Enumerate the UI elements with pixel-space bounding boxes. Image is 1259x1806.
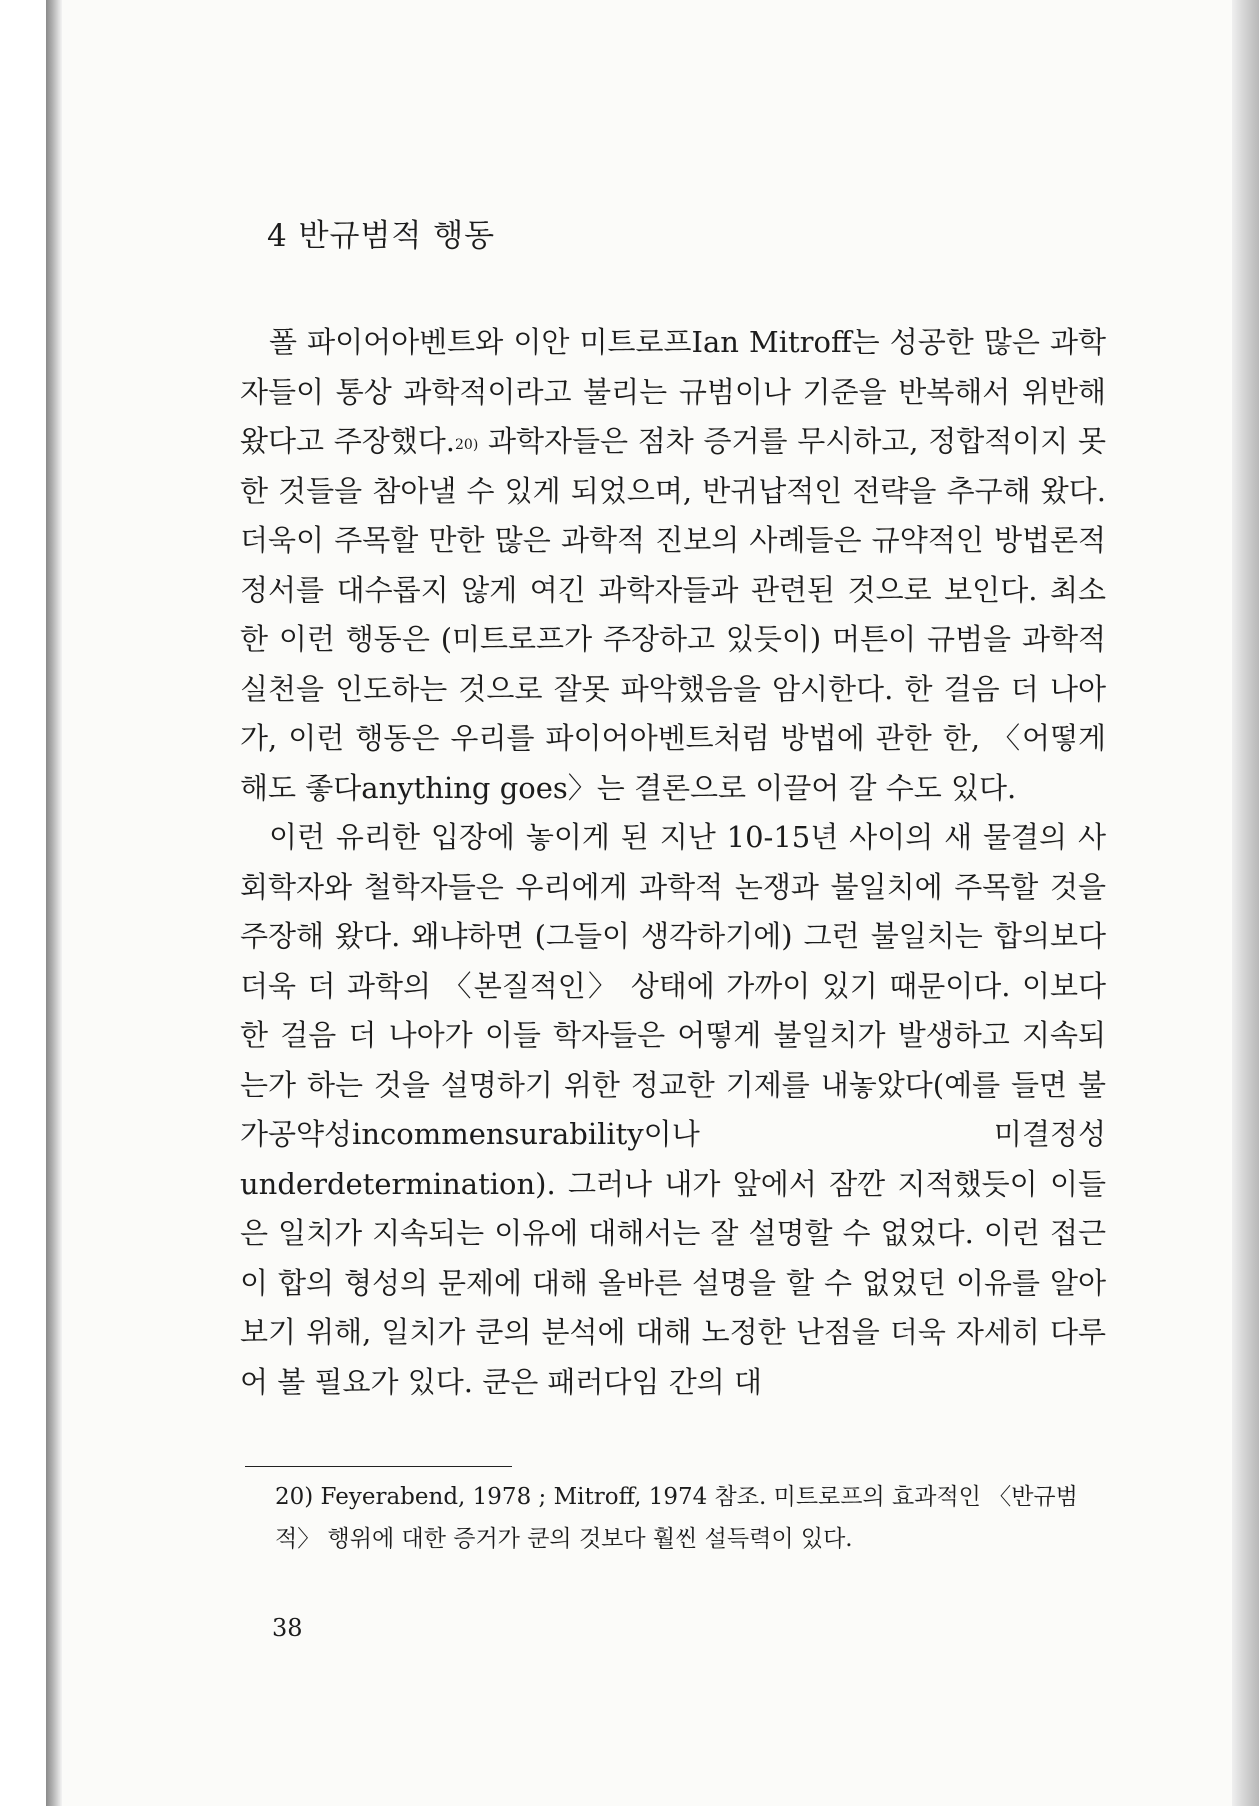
paragraph-1-text-a: 폴 파이어아벤트와 이안 미트로프Ian Mitroff는 성공한 많은 과학자들이 통상 과학적이라고 불리는 규범이나 기준을 반복해서 위반해 왔다고 주장했다. bbox=[240, 325, 1106, 458]
book-gutter-shadow bbox=[46, 0, 62, 1806]
paragraph-1-text-b: 과학자들은 점차 증거를 무시하고, 정합적이지 못한 것들을 참아낼 수 있게 되었으며, 반귀납적인 전략을 추구해 왔다. 더욱이 주목할 만한 많은 과학적 진보의 사례들은 규약적인 방법론적 정서를 대수롭지 않게 여긴 과학자들과 관련된 것으로 보인다. 최소한 이런 행동은 (미트로프가 주장하고 있듯이) 머튼이 규범을 과학적 실천을 인도하는 것으로 잘못 파악했음을 암시한다. 한 걸음 더 나아가, 이런 행동은 우리를 파이어아벤트처럼 방법에 관한 한, 〈어떻게 해도 좋다anything goes〉는 결론으로 이끌어 갈 수도 있다. bbox=[240, 424, 1106, 805]
paragraph-1 bbox=[240, 318, 1106, 813]
page-edge bbox=[1232, 0, 1259, 1806]
page-number: 38 bbox=[272, 1614, 303, 1642]
paragraph-2: 이런 유리한 입장에 놓이게 된 지난 10-15년 사이의 새 물결의 사회학자와 철학자들은 우리에게 과학적 논쟁과 불일치에 주목할 것을 주장해 왔다. 왜냐하면 (그들이 생각하기에) 그런 불일치는 합의보다 더욱 더 과학의 〈본질적인〉 상태에 가까이 있기 때문이다. 이보다 한 걸음 더 나아가 이들 학자들은 어떻게 불일치가 발생하고 지속되는가 하는 것을 설명하기 위한 정교한 기제를 내놓았다(예를 들면 불가공약성incommensurability이나 미결정성underdetermination). 그러나 내가 앞에서 잠깐 지적했듯이 이들은 일치가 지속되는 이유에 대해서는 잘 설명할 수 없었다. 이런 접근이 합의 형성의 문제에 대해 올바른 설명을 할 수 없었던 이유를 알아 보기 위해, 일치가 쿤의 분석에 대해 노정한 난점을 더욱 자세히 다루어 볼 필요가 있다. 쿤은 패러다임 간의 대 bbox=[240, 820, 1106, 1399]
book-page bbox=[62, 0, 1232, 1806]
body-text bbox=[240, 318, 1106, 1407]
section-title: 4 반규범적 행동 bbox=[267, 218, 496, 254]
footnote-reference: 20) bbox=[455, 437, 479, 453]
footnote-divider bbox=[245, 1466, 512, 1467]
footnote: 20) Feyerabend, 1978 ; Mitroff, 1974 참조. 미트로프의 효과적인 〈반규범적〉 행위에 대한 증거가 쿤의 것보다 훨씬 설득력이 있다. bbox=[275, 1484, 1078, 1552]
